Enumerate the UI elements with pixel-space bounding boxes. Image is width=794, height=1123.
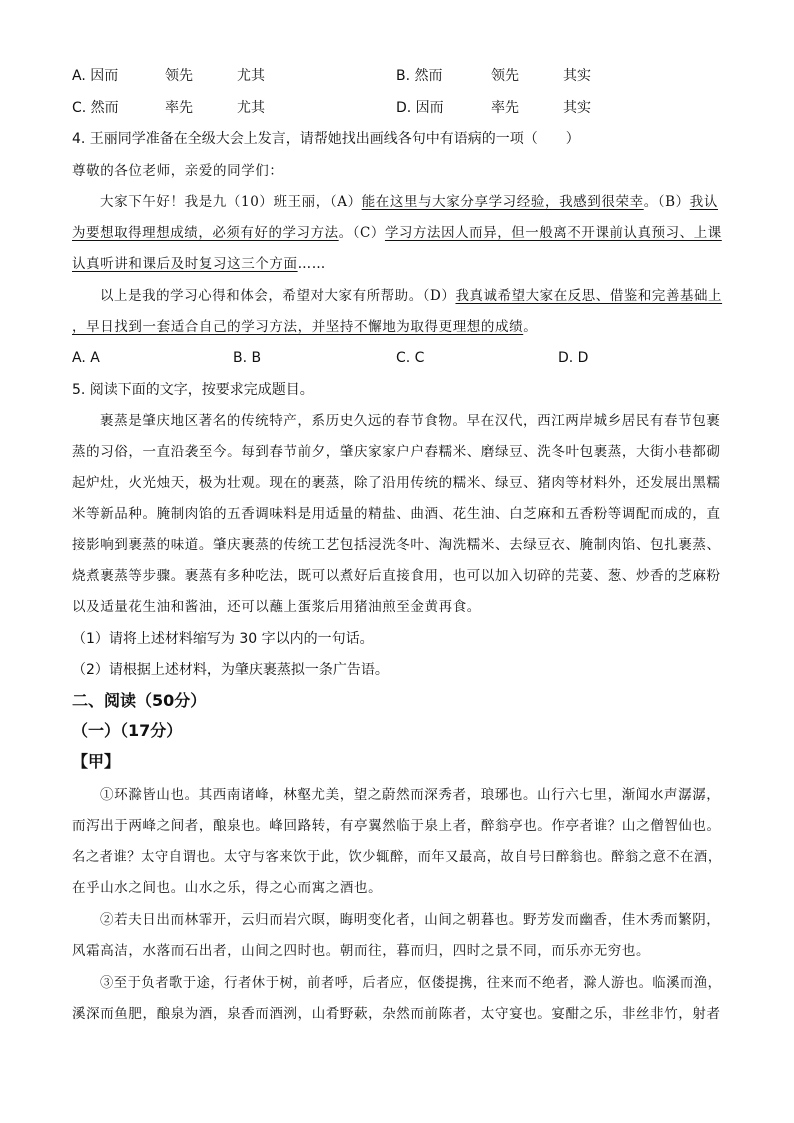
- q4-sentence-c: 认真听讲和课后及时复习这三个方面: [72, 256, 298, 272]
- q4-text: 。（C）: [338, 225, 385, 241]
- q5-passage-line: 蒸的习俗，一直沿袭至今。每到春节前夕，肇庆家家户户舂糯米、磨绿豆、洗冬叶包裹蒸，大街小巷都砌: [72, 444, 721, 460]
- q4-choice-d: D. D: [558, 350, 589, 366]
- q4-choice-a: A. A: [72, 350, 100, 366]
- q4-sentence-a: 能在这里与大家分享学习经验，我感到很荣幸: [361, 194, 644, 210]
- classical-passage-line: 风霜高洁，水落而石出者，山间之四时也。朝而往，暮而归，四时之景不同，而乐亦无穷也。: [72, 943, 651, 959]
- q4-paragraph-line: [72, 224, 722, 242]
- q5-passage-line: 米等新品种。腌制肉馅的五香调味料是用适量的精盐、曲酒、花生油、白芝麻和五香粉等调配而成的，直: [72, 506, 721, 522]
- q5-subquestion-1: （1）请将上述材料缩写为 30 字以内的一句话。: [72, 631, 374, 647]
- q4-text: ……: [297, 256, 326, 272]
- option-b-word3: 其实: [563, 68, 591, 84]
- classical-passage-line: 溪深而鱼肥，酿泉为酒，泉香而酒洌，山肴野蔌，杂然而前陈者，太守宴也。宴酣之乐，非丝非竹，射者: [72, 1006, 721, 1022]
- q4-text: 以上是我的学习心得和体会，希望对大家有所帮助。（D）: [100, 288, 456, 304]
- option-a-word2: 领先: [165, 68, 193, 84]
- q4-salutation: 尊敬的各位老师，亲爱的同学们：: [72, 163, 284, 179]
- q5-passage-line: 起炉灶，火光烛天，极为壮观。现在的裹蒸，除了沿用传统的糯米、绿豆、猪肉等材料外，还发展出黑糯: [72, 475, 721, 491]
- q4-sentence-d: ，早日找到一套适合自己的学习方法，并坚持不懈地为取得更理想的成绩: [72, 319, 524, 335]
- option-d-label: D. 因而: [396, 100, 444, 116]
- option-d-word3: 其实: [563, 100, 591, 116]
- question-4-stem: 4. 王丽同学准备在全级大会上发言，请帮她找出画线各句中有语病的一项（ ）: [72, 131, 580, 147]
- classical-passage-line: 而泻出于两峰之间者，酿泉也。峰回路转，有亭翼然临于泉上者，醉翁亭也。作亭者谁？山之僧智仙也。: [72, 818, 721, 834]
- option-b-word2: 领先: [491, 68, 519, 84]
- q4-paragraph-line: [72, 318, 537, 336]
- q4-choice-b: B. B: [233, 350, 262, 366]
- q4-text: 。: [523, 319, 538, 335]
- classical-passage-line: 名之者谁？太守自谓也。太守与客来饮于此，饮少辄醉，而年又最高，故自号曰醉翁也。醉翁之意不在酒，: [72, 849, 722, 865]
- q5-passage-line: 裹蒸是肇庆地区著名的传统特产，系历史久远的春节食物。早在汉代，西江两岸城乡居民有春节包裹: [100, 413, 721, 429]
- classical-passage-line: ③至于负者歌于途，行者休于树，前者呼，后者应，伛偻提携，往来而不绝者，滁人游也。临溪而渔，: [100, 975, 722, 991]
- q4-paragraph-line: [72, 255, 326, 273]
- option-c-label: C. 然而: [72, 100, 119, 116]
- classical-passage-line: ②若夫日出而林霏开，云归而岩穴暝，晦明变化者，山间之朝暮也。野芳发而幽香，佳木秀而繁阴，: [100, 912, 721, 928]
- q4-text: 大家下午好！我是九（10）班王丽，（A）: [100, 194, 362, 210]
- q5-passage-line: 以及适量花生油和酱油，还可以蘸上蛋浆后用猪油煎至金黄再食。: [72, 599, 481, 615]
- option-c-word2: 率先: [165, 100, 193, 116]
- question-5-stem: 5. 阅读下面的文字，按要求完成题目。: [72, 382, 314, 398]
- q4-paragraph-line: [100, 287, 722, 305]
- classical-passage-line: 在乎山水之间也。山水之乐，得之心而寓之酒也。: [72, 880, 383, 896]
- q4-text: 。（B）: [643, 194, 690, 210]
- classical-passage-line: ①环滁皆山也。其西南诸峰，林壑尤美，望之蔚然而深秀者，琅琊也。山行六七里，渐闻水声潺潺，: [100, 787, 721, 803]
- passage-marker-jia: 【甲】: [72, 752, 121, 771]
- q5-passage-line: 烧煮裹蒸等步骤。裹蒸有多种吃法，既可以煮好后直接食用，也可以加入切碎的芫荽、葱、炒香的芝麻粉: [72, 568, 721, 584]
- q4-choice-c: C. C: [396, 350, 425, 366]
- part-title: （一）（17分）: [72, 721, 183, 740]
- option-a-label: A. 因而: [72, 68, 119, 84]
- q5-subquestion-2: （2）请根据上述材料，为肇庆裹蒸拟一条广告语。: [72, 662, 389, 678]
- q4-paragraph-line: [100, 193, 718, 211]
- q4-sentence-d: 我真诚希望大家在反思、借鉴和完善基础上: [455, 288, 723, 304]
- option-b-label: B. 然而: [396, 68, 443, 84]
- option-c-word3: 尤其: [237, 100, 265, 116]
- q4-sentence-b: 我认: [689, 194, 718, 210]
- q5-passage-line: 接影响到裹蒸的味道。肇庆裹蒸的传统工艺包括浸洗冬叶、淘洗糯米、去绿豆衣、腌制肉馅、包扎裹蒸、: [72, 537, 721, 553]
- option-a-word3: 尤其: [237, 68, 265, 84]
- q4-sentence-b: 为要想取得理想成绩，必须有好的学习方法: [72, 225, 339, 241]
- section-title: 二、阅读（50分）: [72, 691, 207, 710]
- option-d-word2: 率先: [491, 100, 519, 116]
- q4-sentence-c: 学习方法因人而异，但一般离不开课前认真预习、上课: [384, 225, 722, 241]
